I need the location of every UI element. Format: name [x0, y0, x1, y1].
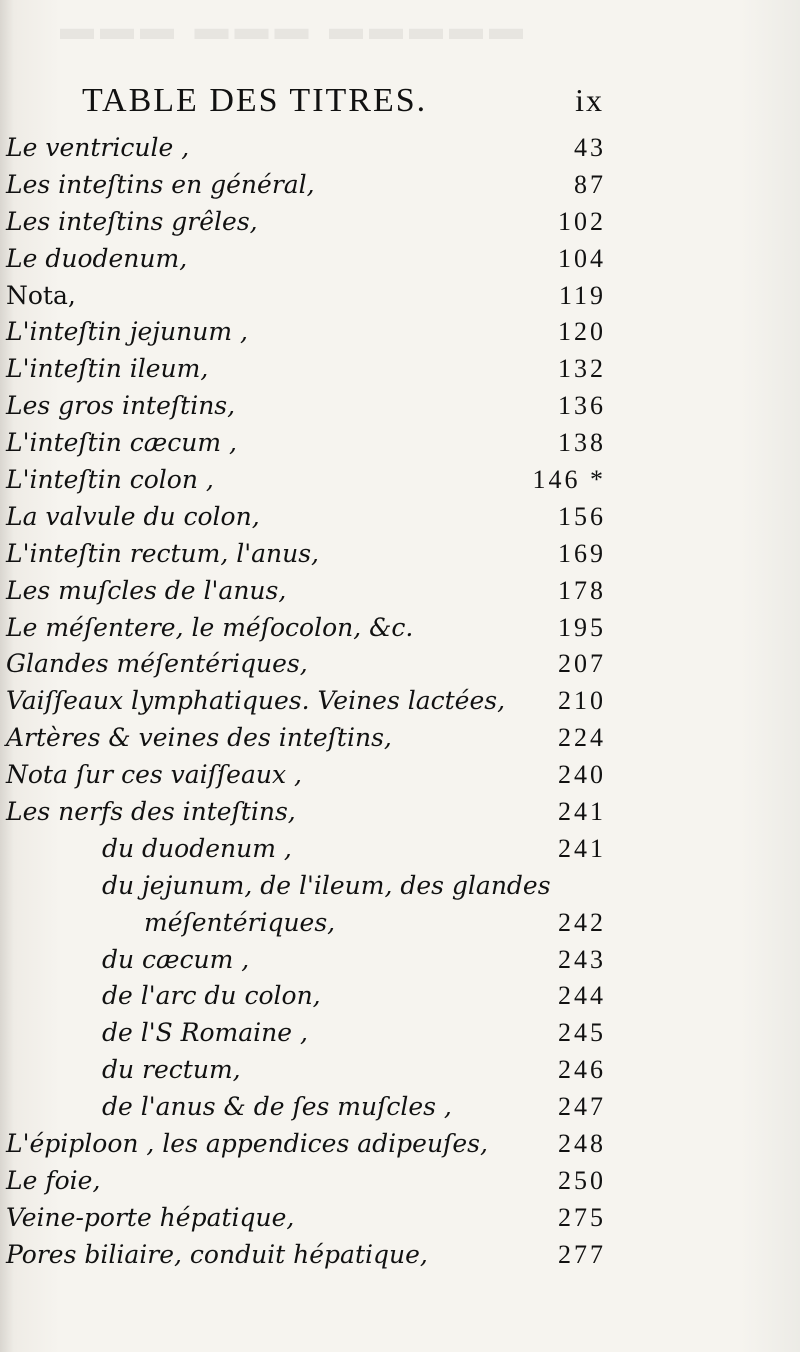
toc-entry-label: Pores biliaire, conduit hépatique, [6, 1239, 428, 1269]
toc-entry [6, 794, 606, 831]
toc-entry-label: Le duodenum, [6, 243, 188, 273]
toc-entry [6, 351, 606, 388]
toc-entry-label: La valvule du colon, [6, 501, 260, 531]
toc-entry-page: 241 [558, 797, 606, 827]
toc-entry [6, 646, 606, 683]
toc-entry-label: Vaiſſeaux lymphatiques. Veines lactées, [6, 686, 506, 716]
toc-entry-label: L'inteſtin ileum, [6, 354, 209, 384]
toc-entry-page: 244 [558, 981, 606, 1011]
toc-entry [6, 610, 606, 647]
toc-entry-page: 224 [558, 723, 606, 753]
toc-entry-page: 104 [558, 243, 606, 273]
toc-entry [6, 462, 606, 499]
toc-entry-label: du duodenum , [102, 833, 292, 863]
toc-entry [6, 167, 606, 204]
toc-entry-page: 43 [574, 133, 606, 162]
toc-entry-page: 210 [558, 686, 606, 716]
toc-entry-page: 169 [558, 538, 606, 568]
toc-entry [6, 868, 606, 905]
toc-entry [6, 1237, 606, 1274]
toc-entry [6, 1052, 606, 1089]
toc-entry-page: 119 [558, 280, 606, 310]
toc-entry-page: 277 [558, 1239, 606, 1269]
toc-entry-page: 156 [558, 501, 606, 531]
toc-entry-label: Les inteſtins en général, [6, 169, 315, 199]
toc-entry-label: méſentériques, [144, 907, 336, 937]
bleed-through-text: ▬▬▬ ▬▬▬ ▬▬▬▬▬ [60, 10, 529, 47]
toc-entry-page: 247 [558, 1092, 606, 1122]
toc-entry-label: Les inteſtins grêles, [6, 206, 258, 236]
toc-entry-page: 275 [558, 1202, 606, 1232]
toc-entry-label: L'inteſtin colon , [6, 465, 214, 495]
toc-entry [6, 388, 606, 425]
toc-entry [6, 204, 606, 241]
toc-entry-page: 178 [558, 575, 606, 605]
toc-entry [6, 831, 606, 868]
toc-entry-page: 242 [558, 907, 606, 937]
toc-entry [6, 720, 606, 757]
toc-entry-page: 87 [574, 169, 606, 199]
toc-entry-page: 207 [558, 649, 606, 679]
toc-entry-label: L'épiploon , les appendices adipeuſes, [6, 1129, 488, 1159]
toc-entry-page: 248 [558, 1129, 606, 1159]
toc-entry-label: L'inteſtin cæcum , [6, 428, 237, 458]
toc-entry-page: 132 [558, 354, 606, 384]
toc-entry-label: Veine-porte hépatique, [6, 1202, 295, 1232]
page-number: ix [575, 82, 604, 118]
toc-entry-page: 102 [558, 206, 606, 236]
toc-entry-page: 246 [558, 1055, 606, 1085]
toc-entry [6, 757, 606, 794]
toc-entry [6, 130, 606, 167]
toc-entry-label: Nota ſur ces vaiſſeaux , [6, 760, 302, 790]
toc-entry-label: Les nerfs des inteſtins, [6, 797, 296, 827]
toc-entry-label: L'inteſtin rectum, l'anus, [6, 538, 320, 568]
toc-entry-label: L'inteſtin jejunum , [6, 317, 248, 347]
toc-entry-label: de l'arc du colon, [102, 981, 321, 1011]
toc-entry-page: 120 [558, 317, 606, 347]
toc-entry [6, 573, 606, 610]
toc-entry-label: Le foie, [6, 1165, 101, 1195]
toc-entry-page: 241 [558, 833, 606, 863]
table-of-contents [6, 130, 606, 1274]
toc-entry-page: 240 [558, 760, 606, 790]
toc-entry [6, 1015, 606, 1052]
toc-entry [6, 1163, 606, 1200]
toc-entry-label: Le ventricule , [6, 133, 190, 162]
toc-entry-label: de l'S Romaine , [102, 1018, 308, 1048]
toc-entry [6, 425, 606, 462]
toc-entry [6, 1126, 606, 1163]
toc-entry-label: Les gros inteſtins, [6, 391, 236, 421]
toc-entry-label: du jejunum, de l'ileum, des glandes [102, 870, 551, 900]
toc-entry-page: 136 [558, 391, 606, 421]
toc-entry [6, 683, 606, 720]
toc-entry [6, 314, 606, 351]
toc-entry-label: du cæcum , [102, 944, 250, 974]
toc-entry-label: Le méſentere, le méſocolon, &c. [6, 612, 414, 642]
toc-entry [6, 278, 606, 315]
toc-entry-page: 195 [558, 612, 606, 642]
toc-entry-label: Les muſcles de l'anus, [6, 575, 287, 605]
toc-entry-label: Artères & veines des inteſtins, [6, 723, 392, 753]
toc-entry-label: Nota, [6, 280, 76, 310]
toc-entry-page: 243 [558, 944, 606, 974]
toc-entry [6, 241, 606, 278]
toc-entry-page: 250 [558, 1165, 606, 1195]
toc-entry-label: de l'anus & de ſes muſcles , [102, 1092, 452, 1122]
toc-entry [6, 499, 606, 536]
page-title: TABLE DES TITRES. [82, 82, 428, 119]
toc-entry-page: 245 [558, 1018, 606, 1048]
toc-entry [6, 942, 606, 979]
toc-entry-page: 146 * [532, 465, 606, 495]
toc-entry [6, 1089, 606, 1126]
toc-entry [6, 978, 606, 1015]
toc-entry-label: Glandes méſentériques, [6, 649, 308, 679]
toc-entry [6, 536, 606, 573]
toc-entry [6, 1200, 606, 1237]
toc-entry-page: 138 [558, 428, 606, 458]
page-header [0, 82, 800, 126]
toc-entry-label: du rectum, [102, 1055, 241, 1085]
toc-entry [6, 905, 606, 942]
